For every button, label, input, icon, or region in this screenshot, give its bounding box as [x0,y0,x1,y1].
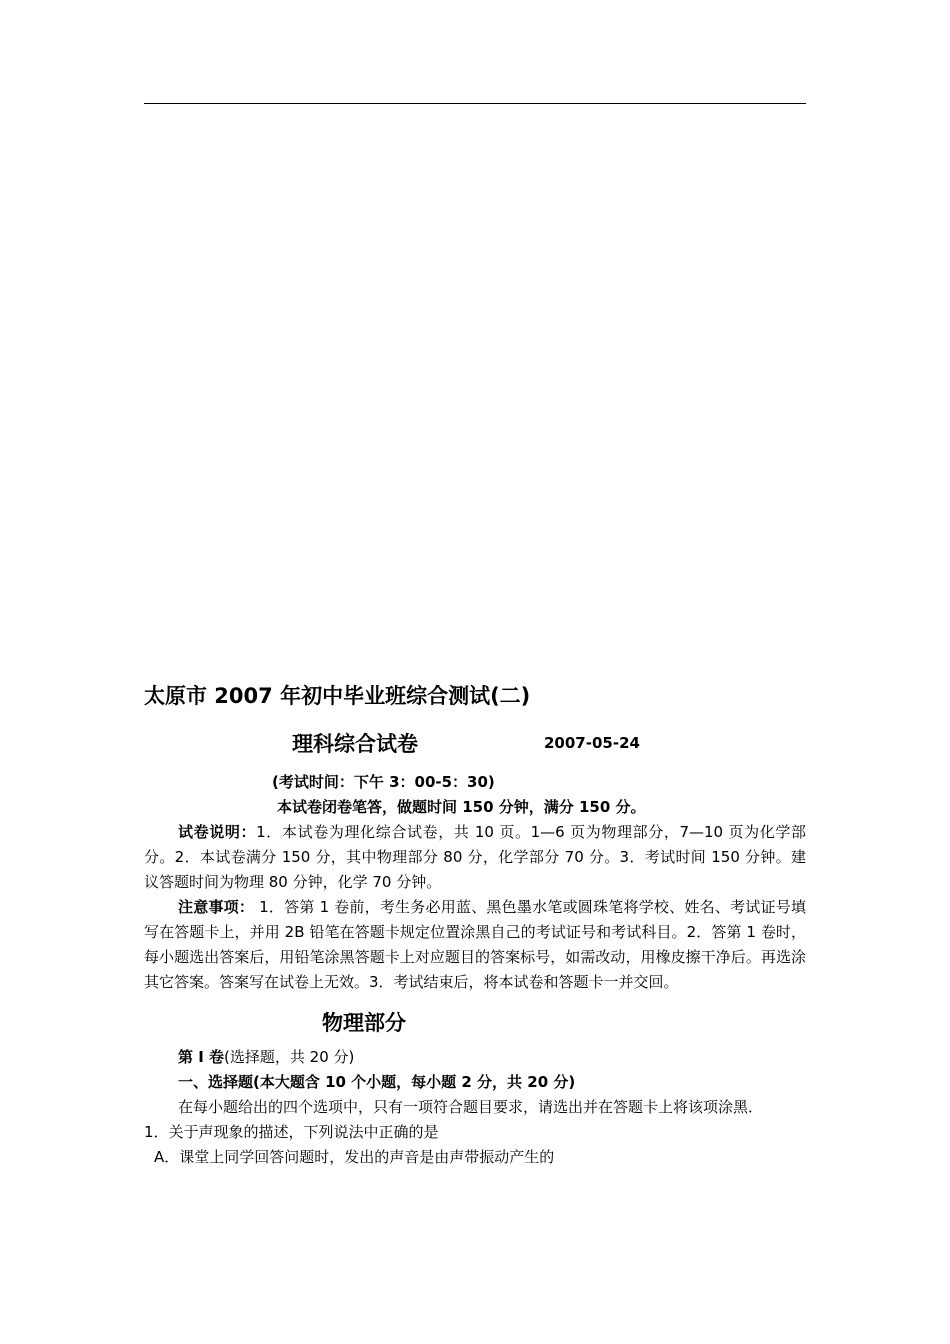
closed-book-note: 本试卷闭卷笔答，做题时间 150 分钟，满分 150 分。 [277,798,646,816]
exam-date: 2007-05-24 [544,734,640,752]
physics-section-title: 物理部分 [322,1011,406,1035]
volume-label: 第 I 卷 [178,1048,225,1066]
exam-subtitle: 理科综合试卷 [292,732,418,756]
instructions-text: 1．本试卷为理化综合试卷，共 10 页。1—6 页为物理部分，7—10 页为化学部分。2．本试卷满分 150 分，其中物理部分 80 分，化学部分 70 分。3．考试时间 150 分钟。建议答题时间为物理 80 分钟，化学 70 分钟。 [144,823,806,891]
question-1-option-a: A．课堂上同学回答问题时，发出的声音是由声带振动产生的 [154,1148,555,1166]
part-instruction: 在每小题给出的四个选项中，只有一项符合题目要求，请选出并在答题卡上将该项涂黑． [178,1098,764,1116]
header-rule [144,103,806,104]
exam-title: 太原市 2007 年初中毕业班综合测试(二) [144,684,531,708]
exam-content [144,678,806,1170]
notes-label: 注意事项： [178,898,255,916]
instructions-paragraph [144,820,806,895]
volume-line [144,1045,806,1070]
subtitle-row [144,722,806,770]
instructions-label: 试卷说明： [178,823,257,841]
notes-paragraph [144,895,806,995]
exam-time: (考试时间：下午 3：00-5：30) [272,773,495,791]
notes-text: 1．答第 1 卷前，考生务必用蓝、黑色墨水笔或圆珠笔将学校、姓名、考试证号填写在答题卡上，并用 2B 铅笔在答题卡规定位置涂黑自己的考试证号和考试科目。2．答第 1 卷时，每小题选出答案后，用铅笔涂黑答题卡上对应题目的答案标号，如需改动，用橡皮擦干净后。再选涂其它答案。答案写在试卷上无效。3．考试结束后，将本试卷和答题卡一并交回。 [144,898,806,991]
volume-note: (选择题，共 20 分) [224,1048,355,1066]
question-1-stem: 1．关于声现象的描述，下列说法中正确的是 [144,1123,439,1141]
part-title: 一、选择题(本大题含 10 个小题，每小题 2 分，共 20 分) [178,1073,576,1091]
